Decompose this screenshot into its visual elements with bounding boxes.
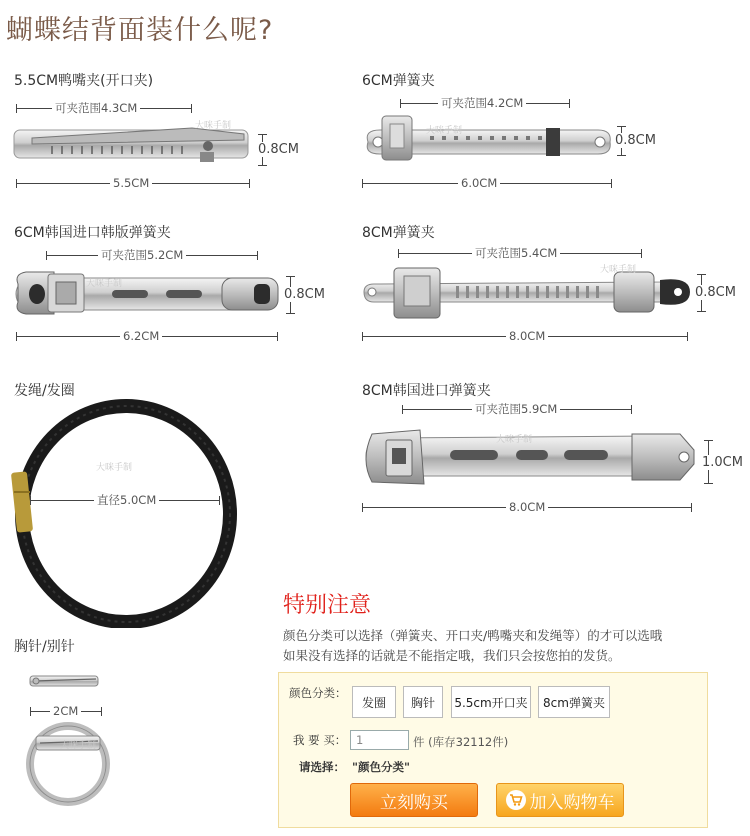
watermark: 大咪手制: [86, 279, 123, 289]
product-label-brooch-pin: 胸针/别针: [14, 639, 75, 655]
length-text: 6.2CM: [120, 329, 162, 343]
add-to-cart-label: 加入购物车: [529, 792, 615, 813]
watermark: 大咪手制: [60, 741, 97, 751]
range-text: 可夹范围4.3CM: [52, 101, 140, 115]
option-spring-clip-8cm[interactable]: 8cm弹簧夹: [538, 686, 610, 718]
notice-title: 特别注意: [283, 593, 372, 618]
length-text: 2CM: [50, 704, 81, 718]
brooch-pin-side-image: [26, 668, 102, 694]
length-text: 6.0CM: [458, 176, 500, 190]
height-text: 0.8CM: [284, 287, 325, 302]
product-label-spring-8cm: 8CM弹簧夹: [362, 225, 435, 241]
product-label-spring-6cm: 6CM弹簧夹: [362, 73, 435, 89]
watermark: 大咪手制: [426, 126, 463, 136]
spring-clip-8cm-image: [360, 262, 692, 324]
stock-text: 件 (库存32112件): [413, 735, 509, 749]
add-to-cart-button[interactable]: [496, 783, 624, 817]
purchase-panel: [278, 672, 708, 828]
quantity-label: 我 要 买：: [293, 733, 347, 747]
diameter-text: 直径5.0CM: [94, 493, 159, 507]
notice-line-1: 颜色分类可以选择（弹簧夹、开口夹/鸭嘴夹和发绳等）的才可以选哦: [283, 628, 663, 643]
product-label-duckbill: 5.5CM鸭嘴夹(开口夹): [14, 73, 154, 89]
notice-text: [283, 626, 743, 666]
watermark: 大咪手制: [600, 265, 637, 275]
length-text: 5.5CM: [110, 176, 152, 190]
height-text: 0.8CM: [615, 133, 656, 148]
color-option-label: 颜色分类：: [289, 686, 347, 700]
height-text: 1.0CM: [702, 455, 743, 470]
korean-clip-6cm-image: [12, 264, 284, 322]
option-duckbill-clip[interactable]: 5.5cm开口夹: [451, 686, 531, 718]
length-text: 8.0CM: [506, 329, 548, 343]
watermark: 大咪手制: [195, 121, 232, 131]
product-label-korean-8cm: 8CM韩国进口弹簧夹: [362, 383, 491, 399]
korean-clip-8cm-image: [360, 420, 700, 492]
page-title: 蝴蝶结背面装什么呢?: [6, 15, 274, 46]
select-prompt: 请选择：: [299, 760, 345, 774]
buy-now-label: 立刻购买: [380, 792, 448, 813]
brooch-pin-ring-image: [26, 722, 110, 806]
height-text: 0.8CM: [695, 285, 736, 300]
option-hair-tie[interactable]: 发圈: [352, 686, 396, 718]
range-text: 可夹范围5.4CM: [472, 246, 560, 260]
range-text: 可夹范围5.2CM: [98, 248, 186, 262]
range-text: 可夹范围5.9CM: [472, 402, 560, 416]
product-label-korean-6cm: 6CM韩国进口韩版弹簧夹: [14, 225, 171, 241]
shopping-cart-icon: [506, 790, 526, 810]
range-text: 可夹范围4.2CM: [438, 96, 526, 110]
height-text: 0.8CM: [258, 142, 299, 157]
watermark: 大咪手制: [496, 435, 533, 445]
notice-line-2: 如果没有选择的话就是不能指定哦，我们只会按您拍的发货。: [283, 648, 621, 663]
length-text: 8.0CM: [506, 500, 548, 514]
option-brooch-pin[interactable]: 胸针: [403, 686, 443, 718]
quantity-input[interactable]: 1: [350, 730, 409, 750]
buy-now-button[interactable]: [350, 783, 478, 817]
watermark: 大咪手制: [96, 463, 133, 473]
spring-clip-6cm-image: [360, 112, 616, 166]
select-value: "颜色分类": [352, 760, 410, 774]
hair-tie-image: [10, 396, 240, 628]
product-label-hair-tie: 发绳/发圈: [14, 383, 75, 399]
